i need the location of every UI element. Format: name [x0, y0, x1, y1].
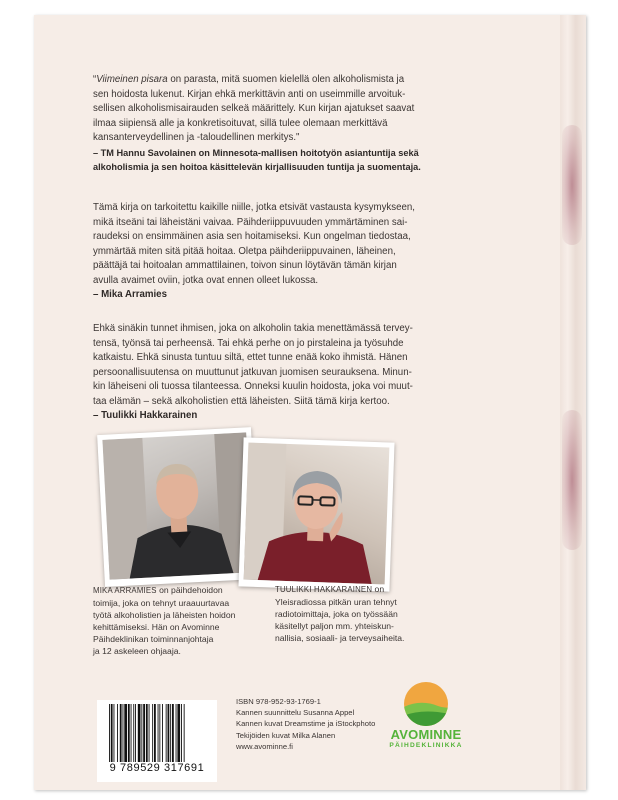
paragraph-line: päättäjä tai hoitoalan ammattilainen, toivon sinun löytävän tämän kirjan [93, 260, 397, 271]
author-photo-mika [97, 427, 259, 587]
quote-line: sellisen alkoholismisairauden selkeä määrittely. Kun kirjan ajatukset saavat [93, 103, 415, 114]
barcode-bar [172, 704, 174, 762]
bio-tuulikki-hakkarainen [275, 583, 445, 644]
book-spine [560, 15, 586, 790]
barcode-bar [159, 704, 160, 762]
barcode-bar [184, 704, 185, 762]
barcode-bar [181, 704, 182, 762]
bio-line: ja 12 askeleen ohjaaja. [93, 646, 181, 656]
author-photo-tuulikki [238, 437, 394, 591]
barcode-bar [117, 704, 118, 762]
quote-line: “Viimeinen pisara on parasta, mitä suomen kielellä olen alkoholismista ja [93, 74, 405, 85]
barcode-bar [120, 704, 122, 762]
bio-line: TUULIKKI HAKKARAINEN on [275, 584, 385, 594]
barcode-bar [158, 704, 159, 762]
signature: – Mika Arramies [93, 289, 167, 300]
quote-line: sen hoidosta lukenut. Kirjan ehkä merkittävin anti on useimmille arvoituk- [93, 88, 406, 100]
quote-attribution: alkoholismia ja sen hoitoa käsittelevän kirjallisuuden tuntija ja suomentaja. [93, 162, 421, 172]
credit-line: Tekijöiden kuvat Milka Alanen [236, 730, 336, 740]
bio-line: Yleisradiossa pitkän uran tehnyt [275, 597, 397, 607]
signature: – Tuulikki Hakkarainen [93, 410, 198, 421]
barcode-bar [114, 704, 115, 762]
author-statement-tuulikki [93, 322, 493, 424]
paragraph-line: raudeksi on ensimmäinen asia sen hoitamiseksi. Kun ongelman tiedostaa, [93, 231, 411, 242]
author-name: TUULIKKI HAKKARAINEN [275, 585, 373, 594]
barcode-bar [141, 704, 142, 762]
bio-line: radiotoimittaja, joka on työssään [275, 609, 398, 619]
barcode-bar [152, 704, 153, 762]
barcode-bar [138, 704, 141, 762]
bio-line: toimija, joka on tehnyt uraauurtavaa [93, 598, 230, 608]
paragraph-line: persoonallisuutensa on muuttunut jatkuvan juomisen seurauksena. Minun- [93, 366, 412, 378]
barcode-number: 9 789529 317691 [109, 762, 205, 774]
avominne-logo [378, 680, 474, 758]
barcode-bar [166, 704, 167, 762]
portrait-image [244, 443, 390, 585]
credit-line: Kannen suunnittelu Susanna Appel [236, 708, 355, 718]
quote-line: ilmaa siipiensä alle ja konkretisoituvat, sillä tulee olemaan merkittävä [93, 117, 388, 129]
quote-attribution: – TM Hannu Savolainen on Minnesota-mallisen hoitotyön asiantuntija sekä [93, 147, 419, 158]
barcode-bar [170, 704, 171, 762]
barcode-bar [131, 704, 132, 762]
portrait-illustration [102, 432, 253, 579]
paragraph-line: avulla avaimet oviin, jotka ovat ennen olleet lukossa. [93, 274, 319, 286]
paragraph-line: Ehkä sinäkin tunnet ihmisen, joka on alkoholin takia menettämässä tervey- [93, 323, 413, 334]
logo-name: AVOMINNE [390, 727, 462, 742]
bio-line: käsitellyt paljon mm. yhteiskun- [275, 621, 394, 631]
paragraph-line: tensä, työnsä tai perheensä. Tai ehkä perhe on jo pirstaleina ja työsuhde [93, 337, 404, 349]
isbn-line: ISBN 978-952-93-1769-1 [236, 697, 321, 706]
isbn-barcode [97, 700, 217, 782]
credit-line: Kannen kuvat Dreamstime ja iStockphoto [236, 719, 376, 729]
spine-decoration [562, 410, 582, 550]
bio-line: nallisia, sosiaali- ja terveysaiheita. [275, 633, 405, 643]
paragraph-line: taa elämän – sekä alkoholistien että läheisten. Siitä tämä kirja kertoo. [93, 395, 390, 407]
book-title: Viimeinen pisara [96, 74, 168, 85]
barcode-bars [109, 704, 211, 762]
barcode-bar [135, 704, 136, 762]
logo-emblem-icon [378, 680, 474, 728]
bio-mika-arramies [93, 584, 243, 657]
barcode-bar [162, 704, 163, 762]
author-statement-mika [93, 201, 493, 303]
quote-line: kansanterveydellinen ja -taloudellinen merkitys." [93, 132, 300, 143]
barcode-bar [124, 704, 127, 762]
barcode-bar [109, 704, 110, 762]
barcode-bar [123, 704, 124, 762]
barcode-bar [176, 704, 177, 762]
logo-subtitle: PÄIHDEKLINIKKA [389, 742, 463, 749]
barcode-bar [143, 704, 145, 762]
barcode-bar [177, 704, 180, 762]
barcode-bar [133, 704, 134, 762]
bio-line: työtä alkoholistien ja läheisten hoidon [93, 610, 236, 620]
portrait-image [102, 432, 253, 579]
spine-decoration [562, 125, 582, 245]
paragraph-line: kin läheiseni oli tuossa tilanteessa. Onneksi kuulin hoidosta, joka voi muut- [93, 381, 413, 392]
bio-line: MIKA ARRAMIES on päihdehoidon [93, 585, 223, 595]
bio-line: kehittämiseksi. Hän on Avominne [93, 622, 220, 632]
author-name: MIKA ARRAMIES [93, 586, 157, 595]
barcode-bar [149, 704, 150, 762]
barcode-bar [168, 704, 170, 762]
barcode-bar [154, 704, 156, 762]
barcode-bar [146, 704, 148, 762]
paragraph-line: mikä itseäni tai läheistäni vaivaa. Päihderiippuvuuden ymmärtäminen sai- [93, 216, 408, 228]
portrait-illustration [244, 443, 390, 585]
bio-line: Päihdeklinikan toiminnanjohtaja [93, 634, 214, 644]
review-quote [93, 73, 493, 175]
barcode-bar [111, 704, 113, 762]
paragraph-line: ymmärtää miten sitä pitää hoitaa. Oletpa päihderiippuvainen, läheinen, [93, 245, 396, 257]
barcode-bar [128, 704, 130, 762]
paragraph-line: katkaistu. Ehkä sinusta tuntuu siltä, ettet tunne enää koko ihmistä. Hänen [93, 352, 408, 363]
website-line: www.avominne.fi [236, 741, 293, 751]
paragraph-line: Tämä kirja on tarkoitettu kaikille niille, jotka etsivät vastausta kysymykseen, [93, 202, 415, 213]
